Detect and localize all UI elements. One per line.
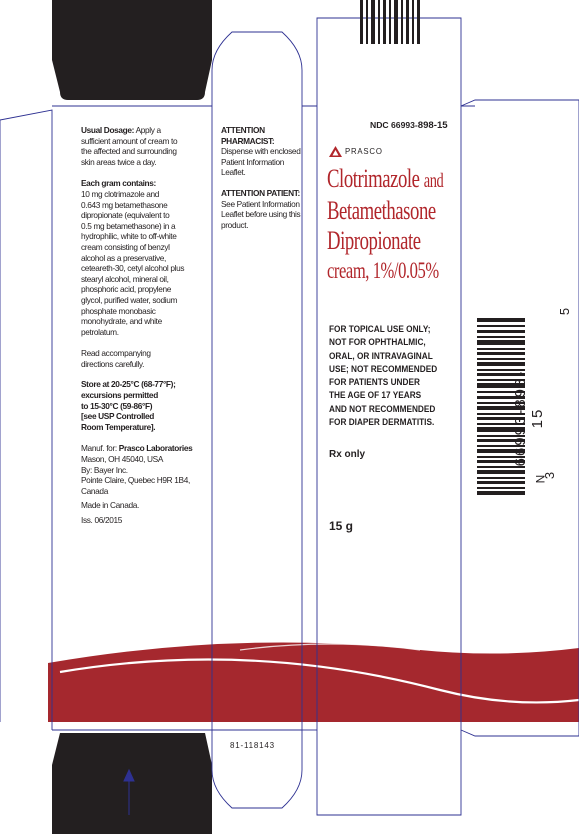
patient-heading: ATTENTION PATIENT:	[221, 187, 300, 198]
manufacturer-info: Manuf. for: Prasco Laboratories Mason, OH 45040, USA By: Bayer Inc. Pointe Claire, Quebec H9R 1B4, Canada Made in Canada. Iss. 06/2015	[81, 443, 201, 525]
barcode-digits: 66993-898-15	[512, 369, 546, 467]
usual-dosage-heading: Usual Dosage:	[81, 125, 135, 135]
usual-dosage: Usual Dosage: Apply a	[81, 125, 161, 135]
product-code: 81-118143	[230, 741, 275, 750]
red-swoosh-band	[48, 642, 579, 722]
top-barcode	[360, 0, 420, 44]
storage-instructions: Store at 20-25°C (68-77°F); excursions permitted to 15-30°C (59-86°F) [see USP Controlled Room Temperature].	[81, 379, 176, 432]
prasco-logo: PRASCO	[329, 146, 383, 157]
product-title: Clotrimazole and Betamethasone Dipropionate cream, 1%/0.05%	[327, 164, 444, 283]
ingredients-list: 10 mg clotrimazole and 0.643 mg betamethasone dipropionate (equivalent to 0.5 mg betamethasone) in a hydrophilic, white to off-white cream consisting of benzyl alcohol as a preservative, ceteareth-30, cetyl alcohol plus stearyl alcohol, mineral oil, phosphoric acid, propylene glycol, purified water, sodium phosphate monobasic monohydrate, and white petrolatum.	[81, 188, 185, 337]
back-panel-text: Usual Dosage: Apply a sufficient amount of cream to the affected and surrounding skin areas twice a day. Each gram contains: 10 mg clotrimazole and 0.643 mg betamethasone dipropionate (equivalent to 0.5 mg betamethasone) in a hydrophilic, white to off-white cream consisting of benzyl alcohol as a preservative, ceteareth-30, cetyl alcohol plus stearyl alcohol, mineral oil, phosphoric acid, propylene glycol, purified water, sodium phosphate monobasic monohydrate, and white petrolatum. Read accompanying directions carefully. Store at 20-25°C (68-77°F); excursions permitted to 15-30°C (59-86°F) [see USP Controlled Room Temperature]. Manuf. for: Prasco Laboratories Mason, OH 45040, USA By: Bayer Inc. Pointe Claire, Quebec H9R 1B4, Canada Made in Canada. Iss. 06/2015	[81, 125, 201, 526]
read-directions: Read accompanying directions carefully.	[81, 348, 151, 369]
rx-only: Rx only	[329, 449, 366, 460]
issue-date: Iss. 06/2015	[81, 515, 123, 525]
barcode-mark-n: N	[533, 474, 548, 484]
side-panel-text: ATTENTION PHARMACIST: Dispense with enclosed Patient Information Leaflet. ATTENTION PATIENT: See Patient Information Leaflet before using this product.	[221, 125, 303, 230]
barcode-right-digit: 5	[557, 307, 573, 316]
made-in: Made in Canada.	[81, 500, 139, 511]
prasco-logo-icon	[329, 146, 342, 157]
each-gram-heading: Each gram contains:	[81, 178, 156, 189]
bottom-tuck-flap	[52, 733, 212, 834]
pharmacist-heading: ATTENTION	[221, 125, 265, 135]
barcode-left-digit: 3	[542, 471, 558, 480]
usage-warning: FOR TOPICAL USE ONLY; NOT FOR OPHTHALMIC, ORAL, OR INTRAVAGINAL USE; NOT RECOMMENDED FOR PATIENTS UNDER THE AGE OF 17 YEARS AND NOT RECOMMENDED FOR DIAPER DERMATITIS.	[329, 324, 438, 429]
ndc-number: NDC 66993-898-15	[370, 120, 448, 131]
net-weight: 15 g	[329, 519, 354, 533]
top-tuck-flap	[52, 0, 212, 100]
